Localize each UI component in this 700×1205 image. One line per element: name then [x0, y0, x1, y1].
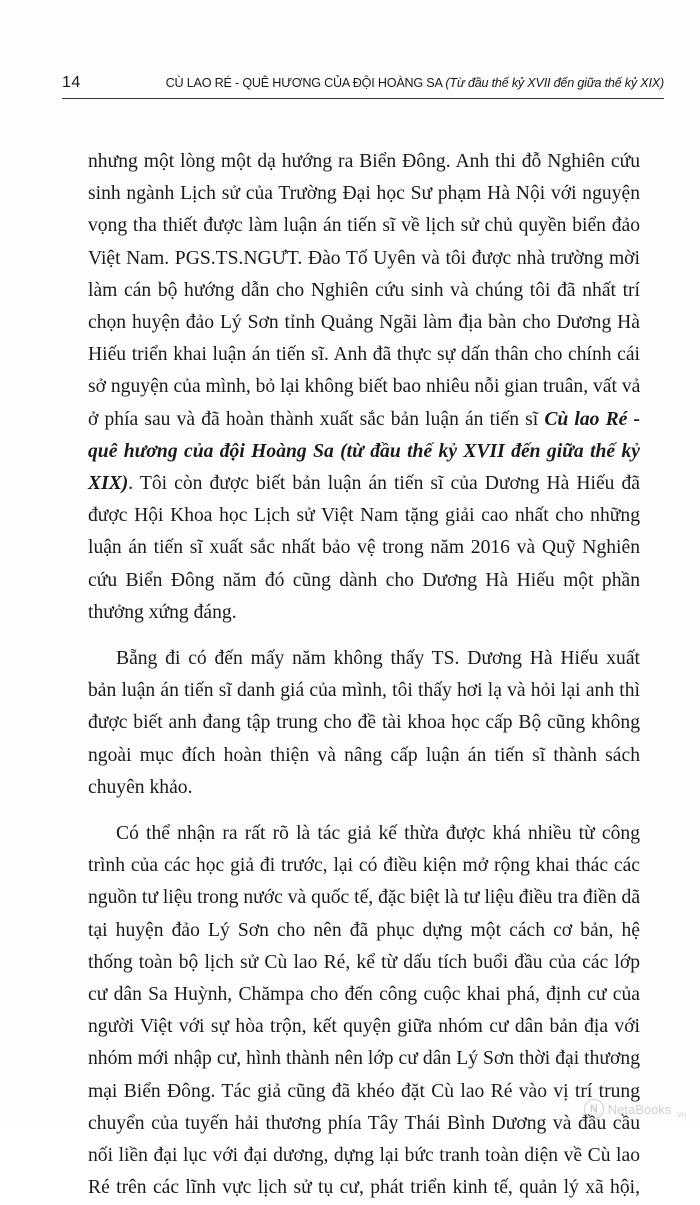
text-line: trình của các học giả đi trước, lại có điều kiện mở rộng khai thác các [88, 855, 640, 877]
text-segment: . Tôi còn được biết bản luận án tiến sĩ của Dương Hà Hiếu đã [128, 473, 640, 495]
paragraph-3 [88, 818, 640, 1204]
text-line: thống toàn bộ lịch sử Cù lao Ré, kể từ dấu tích buổi đầu của các lớp [88, 951, 640, 973]
text-line: Hiếu triển khai luận án tiến sĩ. Anh đã thực sự dấn thân cho chính cái [88, 344, 640, 366]
text-line: luận án tiến sĩ xuất sắc nhất bảo vệ trong năm 2016 và Quỹ Nghiên [88, 537, 640, 559]
text-line [88, 404, 640, 436]
text-line: chọn huyện đảo Lý Sơn tỉnh Quảng Ngãi làm địa bàn cho Dương Hà [88, 312, 640, 334]
text-line [88, 468, 640, 500]
text-line: được biết anh đang tập trung cho đề tài khoa học cấp Bộ cũng không [88, 712, 640, 734]
text-line: bản luận án tiến sĩ danh giá của mình, tôi thấy hơi lạ và hỏi lại anh thì [88, 680, 640, 702]
text-line: Việt Nam. PGS.TS.NGƯT. Đào Tố Uyên và tôi được nhà trường mời [88, 247, 640, 269]
paragraph-1 [88, 146, 640, 629]
text-line: sinh ngành Lịch sử của Trường Đại học Sư phạm Hà Nội với nguyện [88, 183, 640, 205]
watermark-suffix: .vn [675, 1110, 686, 1119]
text-line: mại Biển Đông. Tác giả cũng đã khéo đặt Cù lao Ré vào vị trí trung [88, 1080, 640, 1102]
text-line: nguồn tư liệu trong nước và quốc tế, đặc biệt là tư liệu điều tra điền dã [88, 887, 641, 909]
text-line: được Hội Khoa học Lịch sử Việt Nam tặng giải cao nhất cho những [88, 505, 640, 527]
book-title: CÙ LAO RÉ - QUÊ HƯƠNG CỦA ĐỘI HOÀNG SA [165, 76, 443, 90]
text-line: cứu Biển Đông năm đó cũng dành cho Dương Hà Hiếu một phần [88, 569, 640, 591]
text-line: nhóm mới nhập cư, hình thành nên lớp cư dân Lý Sơn thời đại thương [88, 1048, 640, 1070]
text-line: nối liền đại lục với đại dương, dựng lại bức tranh toàn diện về Cù lao [88, 1145, 640, 1167]
running-header [62, 72, 664, 99]
text-line: nhưng một lòng một dạ hướng ra Biển Đông. Anh thi đỗ Nghiên cứu [88, 151, 640, 172]
page-number: 14 [62, 74, 81, 91]
text-line: tại huyện đảo Lý Sơn cho nên đã phục dựng một cách cơ bản, hệ [88, 919, 640, 941]
text-line [88, 436, 640, 468]
thesis-title-part: quê hương của đội Hoàng Sa (từ đầu thế kỷ XVII đến giữa thế kỷ [88, 440, 640, 462]
paragraph-gap [88, 629, 640, 643]
running-title [166, 76, 664, 90]
text-line: Bẵng đi có đến mấy năm không thấy TS. Dương Hà Hiếu xuất [116, 648, 640, 670]
book-subtitle: (Từ đầu thế kỷ XVII đến giữa thế kỷ XIX) [445, 76, 664, 90]
text-line: chuyên khảo. [88, 776, 193, 798]
thesis-title-part: XIX) [88, 473, 129, 495]
text-line: Có thể nhận ra rất rõ là tác giả kế thừa được khá nhiều từ công [116, 823, 640, 845]
thesis-title-part: Cù lao Ré - [544, 408, 640, 430]
logo-icon: N [584, 1099, 604, 1119]
text-line: người Việt với sự hòa trộn, kết quyện giữa nhóm cư dân bản địa với [88, 1016, 640, 1038]
paragraph-2 [88, 643, 640, 804]
body-text [88, 146, 640, 1205]
text-line: làm cán bộ hướng dẫn cho Nghiên cứu sinh và chúng tôi đã nhất trí [88, 279, 640, 301]
text-line: chuyển của tuyến hải thương phía Tây Thái Bình Dương và đầu cầu [88, 1112, 640, 1134]
watermark [584, 1099, 686, 1119]
text-segment: ở phía sau và đã hoàn thành xuất sắc bản luận án tiến sĩ [88, 408, 545, 430]
paragraph-gap [88, 804, 640, 818]
text-line: thưởng xứng đáng. [88, 601, 237, 623]
text-line: sở nguyện của mình, bỏ lại không biết bao nhiêu nỗi gian truân, vất vả [88, 376, 641, 398]
text-line: vọng tha thiết được làm luận án tiến sĩ về lịch sử chủ quyền biển đảo [88, 215, 640, 237]
text-line: ngoài mục đích hoàn thiện và nâng cấp luận án tiến sĩ thành sách [88, 744, 640, 766]
watermark-brand: NetaBooks [607, 1101, 672, 1117]
text-line: cư dân Sa Huỳnh, Chămpa cho đến công cuộc khai phá, định cư của [88, 984, 640, 1006]
text-line: Ré trên các lĩnh vực lịch sử tụ cư, phát triển kinh tế, quản lý xã hội, [88, 1177, 640, 1199]
